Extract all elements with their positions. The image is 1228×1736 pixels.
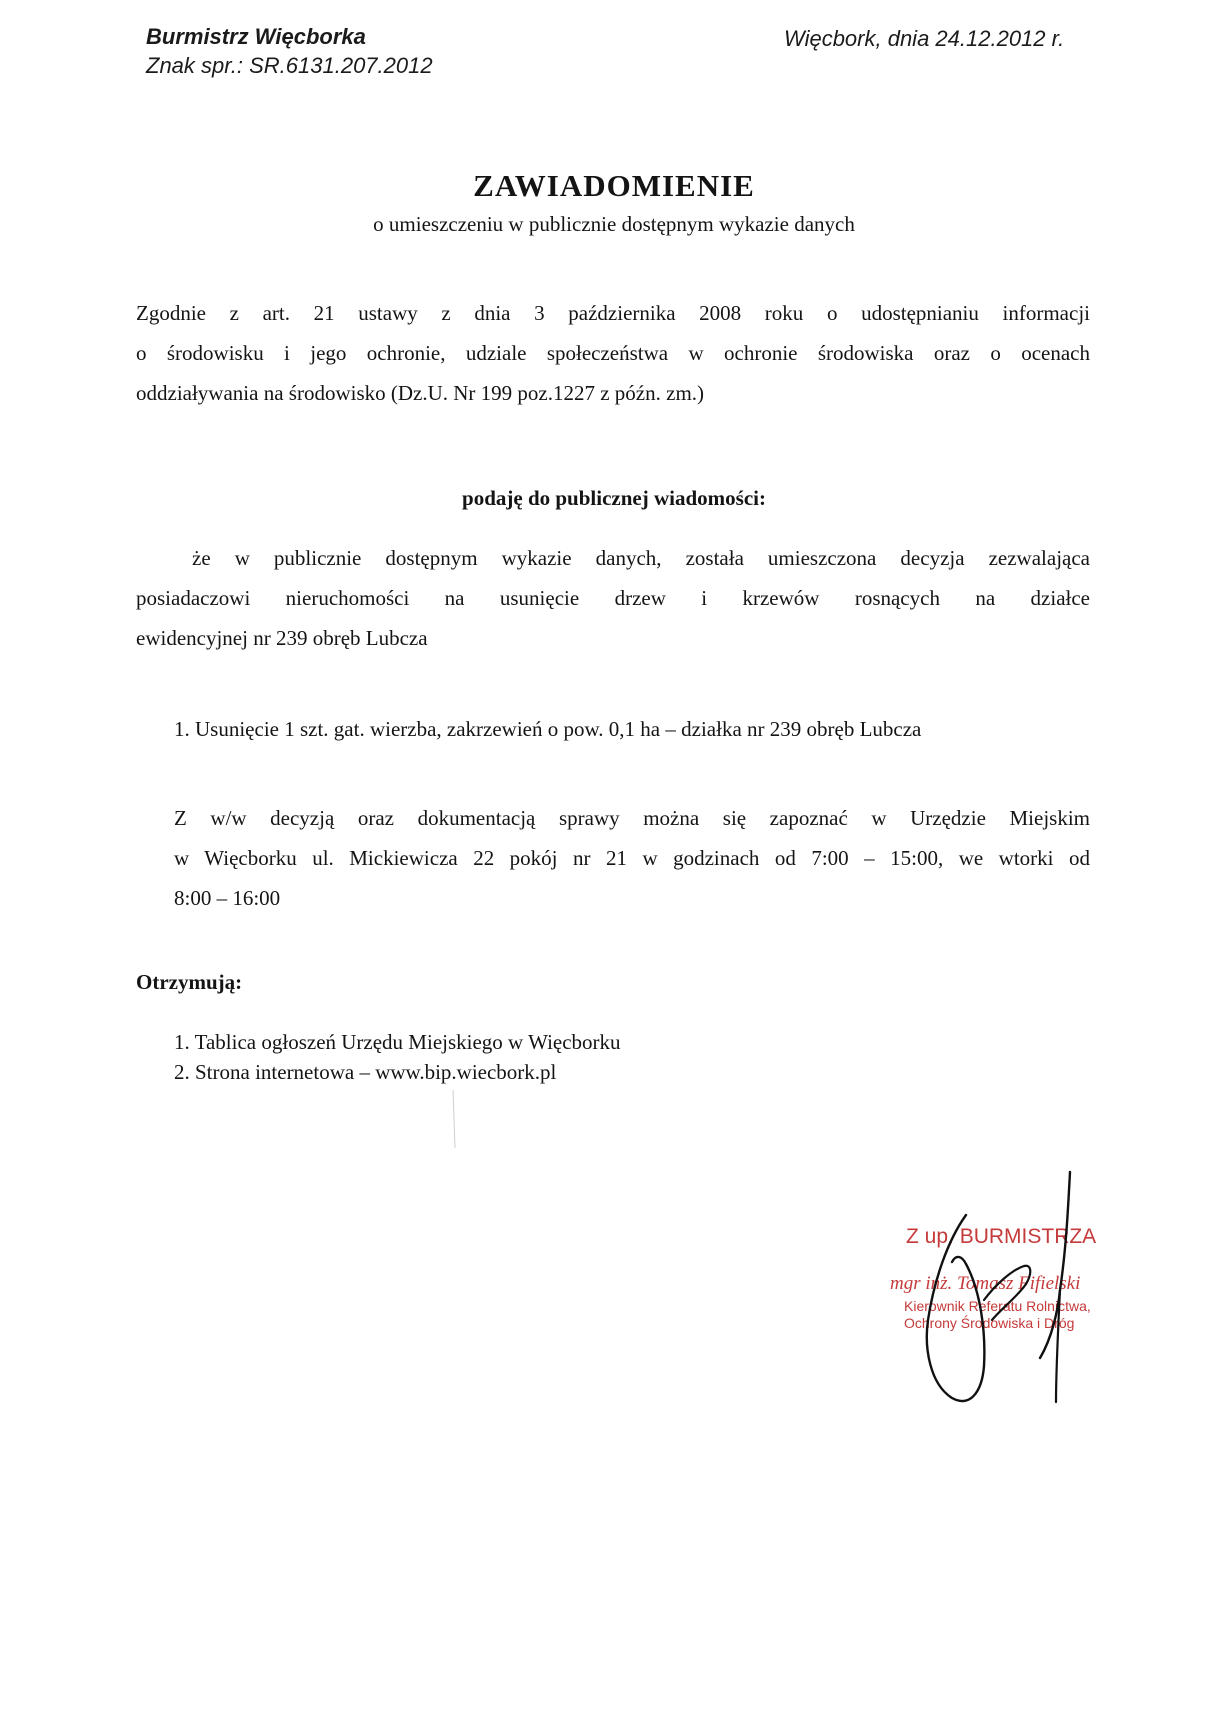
legal-basis-paragraph bbox=[136, 293, 1090, 413]
case-reference: Znak spr.: SR.6131.207.2012 bbox=[146, 53, 433, 78]
paragraph-line: Zgodnie z art. 21 ustawy z dnia 3 października 2008 roku o udostępnianiu informacji bbox=[136, 301, 1090, 325]
stamp-department-line: Ochrony Środowiska i Dróg bbox=[904, 1315, 1075, 1331]
stamp-authority-line: Z up. BURMISTRZA bbox=[906, 1225, 1097, 1248]
paragraph-line: w Więcborku ul. Mickiewicza 22 pokój nr 21 w godzinach od 7:00 – 15:00, we wtorki od bbox=[174, 846, 1090, 870]
recipient-item: 1. Tablica ogłoszeń Urzędu Miejskiego w Więcborku bbox=[174, 1030, 621, 1054]
place-and-date: Więcbork, dnia 24.12.2012 r. bbox=[784, 26, 1065, 51]
paragraph-line: Z w/w decyzją oraz dokumentacją sprawy można się zapoznać w Urzędzie Miejskim bbox=[174, 806, 1090, 830]
paragraph-line: o środowisku i jego ochronie, udziale społeczeństwa w ochronie środowiska oraz o ocenach bbox=[136, 341, 1090, 365]
decision-paragraph bbox=[136, 538, 1090, 658]
announcement-heading: podaję do publicznej wiadomości: bbox=[462, 486, 766, 510]
paragraph-line: że w publicznie dostępnym wykazie danych, została umieszczona decyzja zezwalająca bbox=[192, 546, 1090, 570]
paragraph-line: posiadaczowi nieruchomości na usunięcie drzew i krzewów rosnących na działce bbox=[136, 586, 1090, 610]
authority-name: Burmistrz Więcborka bbox=[146, 24, 366, 49]
recipients-heading: Otrzymują: bbox=[136, 970, 243, 994]
list-item: 1. Usunięcie 1 szt. gat. wierzba, zakrzewień o pow. 0,1 ha – działka nr 239 obręb Lubcza bbox=[174, 717, 922, 741]
stamp-position-line: Kierownik Referatu Rolnictwa, bbox=[904, 1298, 1091, 1314]
paragraph-line: ewidencyjnej nr 239 obręb Lubcza bbox=[136, 626, 428, 650]
document-subtitle: o umieszczeniu w publicznie dostępnym wykazie danych bbox=[373, 212, 855, 236]
recipient-item: 2. Strona internetowa – www.bip.wiecbork.pl bbox=[174, 1060, 557, 1084]
handwritten-signature bbox=[900, 1170, 1100, 1420]
paragraph-line: 8:00 – 16:00 bbox=[174, 886, 281, 910]
document-title: ZAWIADOMIENIE bbox=[473, 168, 755, 203]
paragraph-line: oddziaływania na środowisko (Dz.U. Nr 199 poz.1227 z późn. zm.) bbox=[136, 381, 705, 405]
access-info-paragraph bbox=[174, 798, 1090, 918]
stamp-name-line: mgr inż. Tomasz Fifielski bbox=[890, 1273, 1081, 1294]
scan-artifact bbox=[450, 1090, 456, 1150]
